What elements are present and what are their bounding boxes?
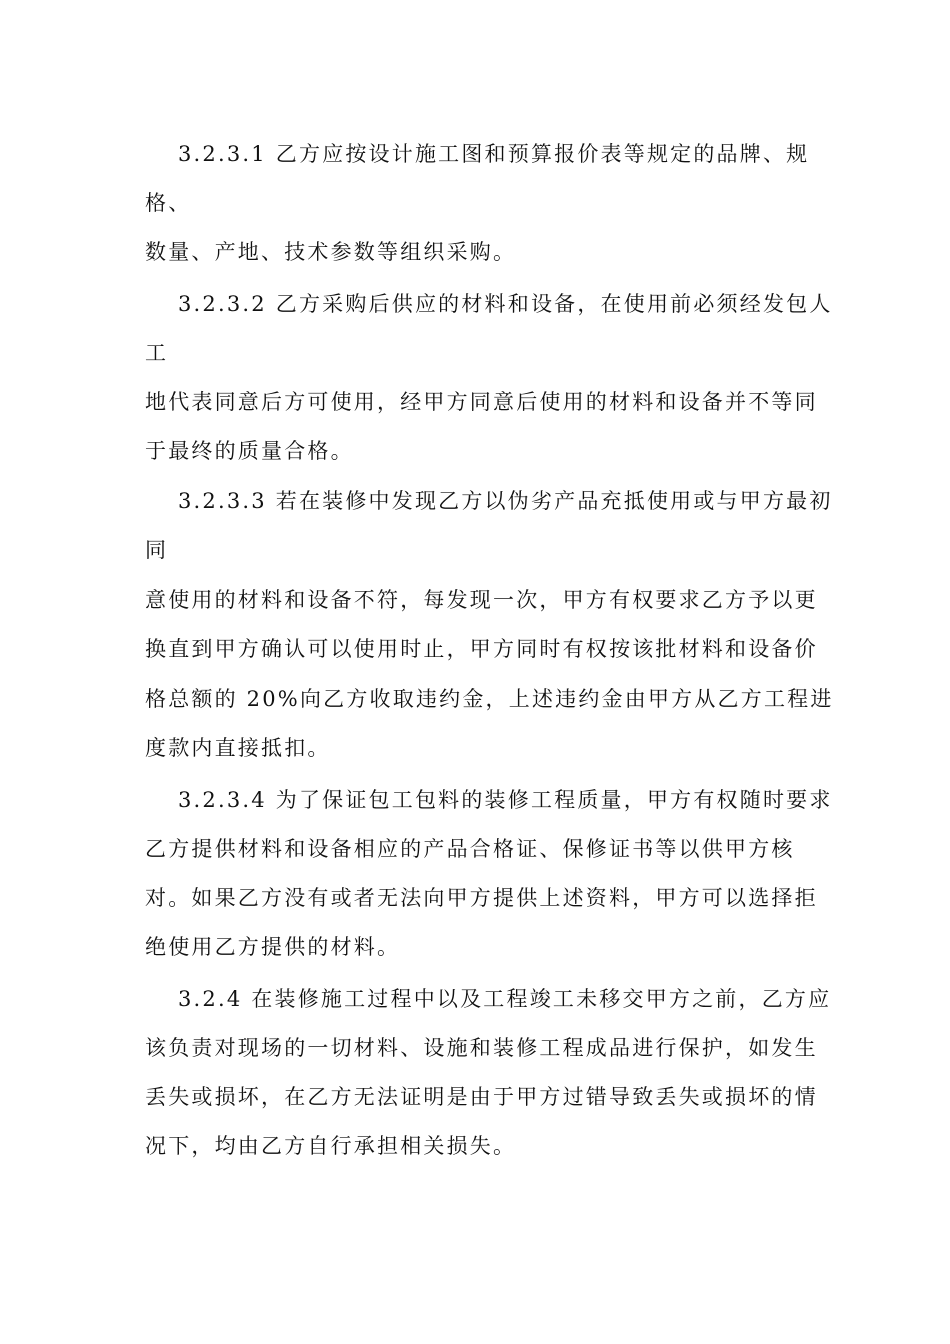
clause-3-2-3-1-line-3: 数量、产地、技术参数等组织采购。 (145, 240, 517, 264)
clause-3-2-3-3-line-1: 3.2.3.3 若在装修中发现乙方以伪劣产品充抵使用或与甲方最初 (178, 489, 833, 513)
clause-3-2-3-2-line-2: 工 (145, 341, 169, 365)
clause-3-2-4-line-4: 况下，均由乙方自行承担相关损失。 (145, 1134, 517, 1158)
clause-3-2-3-3-line-4: 换直到甲方确认可以使用时止，甲方同时有权按该批材料和设备价 (145, 637, 818, 661)
clause-3-2-3-2-line-4: 于最终的质量合格。 (145, 439, 354, 463)
clause-3-2-3-3-line-2: 同 (145, 538, 169, 562)
clause-3-2-3-4-line-2: 乙方提供材料和设备相应的产品合格证、保修证书等以供甲方核 (145, 837, 795, 861)
clause-3-2-3-4-line-3: 对。如果乙方没有或者无法向甲方提供上述资料，甲方可以选择拒 (145, 886, 818, 910)
clause-3-2-3-2-line-1: 3.2.3.2 乙方采购后供应的材料和设备，在使用前必须经发包人 (178, 292, 833, 316)
clause-3-2-3-3-line-5: 格总额的 20%向乙方收取违约金，上述违约金由甲方从乙方工程进 (145, 687, 834, 711)
clause-3-2-4-line-1: 3.2.4 在装修施工过程中以及工程竣工未移交甲方之前，乙方应 (178, 987, 832, 1011)
clause-3-2-3-4-line-1: 3.2.3.4 为了保证包工包料的装修工程质量，甲方有权随时要求 (178, 788, 833, 812)
clause-3-2-3-1-line-2: 格、 (145, 191, 192, 215)
clause-3-2-4-line-3: 丢失或损坏，在乙方无法证明是由于甲方过错导致丢失或损坏的情 (145, 1085, 818, 1109)
clause-3-2-3-2-line-3: 地代表同意后方可使用，经甲方同意后使用的材料和设备并不等同 (145, 390, 818, 414)
clause-3-2-4-line-2: 该负责对现场的一切材料、设施和装修工程成品进行保护，如发生 (145, 1036, 818, 1060)
clause-3-2-3-3-line-3: 意使用的材料和设备不符，每发现一次，甲方有权要求乙方予以更 (145, 588, 818, 612)
clause-3-2-3-4-line-4: 绝使用乙方提供的材料。 (145, 935, 401, 959)
clause-3-2-3-3-line-6: 度款内直接抵扣。 (145, 736, 331, 760)
clause-3-2-3-1-line-1: 3.2.3.1 乙方应按设计施工图和预算报价表等规定的品牌、规 (178, 142, 810, 166)
